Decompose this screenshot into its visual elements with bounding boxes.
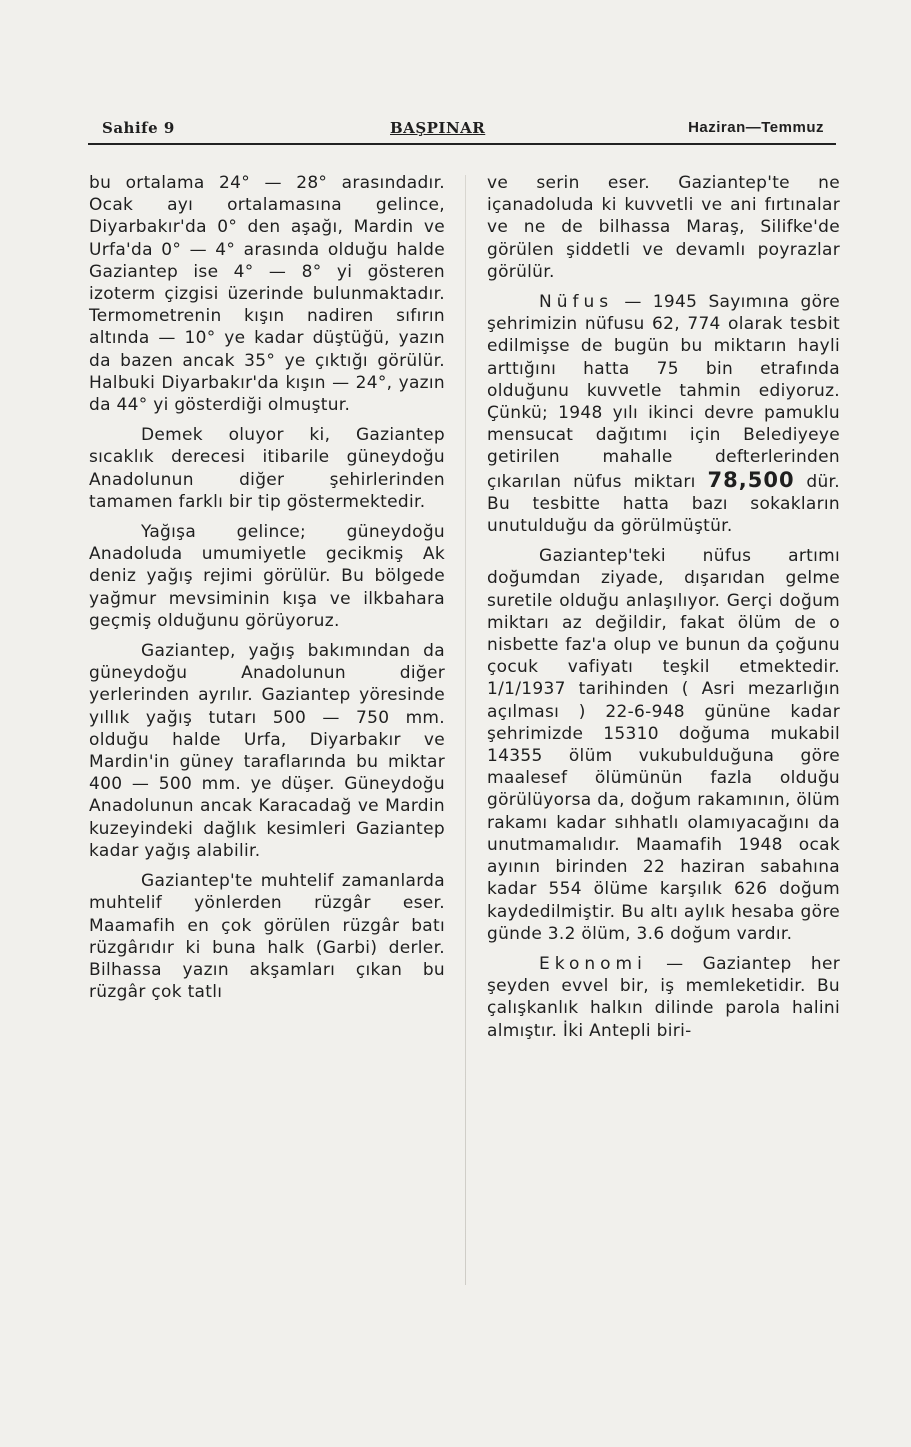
paragraph-rainfall-amount: Gaziantep, yağış bakımından da güneydoğu Anadolunun diğer yerlerinden ayrılır. Gaziantep yöresinde yıllık yağış tutarı 500 — 750 mm. olduğu halde Urfa, Diyarbakır ve Mardin'in güney taraflarında bu miktar 400 — 500 mm. ye düşer. Güneydoğu Anadolunun ancak Karacadağ ve Mardin kuzeyindeki dağlık kesimleri Gaziantep kadar yağış alabilir. [89, 641, 445, 861]
population-text-a: — 1945 Sayımına göre şehrimizin nüfusu 62, 774 olarak tesbit edilmişse de bugün bu miktarın hayli arttığını hatta 75 bin etrafında olduğunu kuvvetle tahmin ediyoruz. Çünkü; 1948 yılı ikinci devre pamuklu mensucat dağıtımı için Belediyeye getirilen mahalle defterlerinden çıkarılan nüfus miktarı [487, 292, 840, 492]
section-label-population: Nüfus [539, 292, 614, 313]
paragraph-population [487, 291, 840, 537]
section-label-economy: Ekonomi [539, 953, 647, 974]
left-column [89, 172, 445, 1003]
paragraph-births-deaths: Gaziantep'teki nüfus artımı doğumdan ziyade, dışarıdan gelme suretile olduğu anlaşılıyor. Gerçi doğum miktarı az değildir, fakat ölüm de o nisbette faz'a olup ve bunun da çoğunu çocuk vafiyatı teşkil etmektedir. 1/1/1937 tarihinden ( Asri mezarlığın açılması ) 22-6-948 gününe kadar şehrimizde 15310 doğuma mukabil 14355 ölüm vukubulduğuna göre maalesef ölümünün fazla olduğu görülüyorsa da, doğum rakamının, ölüm rakamı kadar sıhhatlı olamıyacağını da unutmamalıdır. Maamafih 1948 ocak ayının birinden 22 haziran sabahına kadar 554 ölüme karşılık 626 doğum kaydedilmiştir. Bu altı aylık hesaba göre günde 3.2 ölüm, 3.6 doğum vardır. [487, 546, 840, 944]
population-text-b: dür. Bu tesbitte hatta bazı sokakların unutulduğu da görülmüştür. [487, 471, 840, 537]
right-column [487, 172, 840, 1042]
column-divider [465, 175, 466, 1285]
paragraph-rainfall-regime: Yağışa gelince; güneydoğu Anadoluda umumiyetle gecikmiş Ak deniz yağış rejimi görülür. Bu bölgede yağmur mevsiminin kışa ve ilkbahara geçmiş olduğunu görüyoruz. [89, 522, 445, 631]
issue-date: Haziran—Temmuz [688, 119, 824, 136]
masthead-title: BAŞPINAR [390, 119, 486, 137]
page-number: Sahife 9 [102, 119, 175, 137]
paragraph-wind-continued: ve serin eser. Gaziantep'te ne içanadoluda ki kuvvetli ve ani fırtınalar ve ne de bilhassa Maraş, Silifke'de görülen şiddetli ve devamlı poyrazlar görülür. [487, 173, 840, 282]
population-figure: 78,500 [707, 467, 795, 492]
page-header [88, 119, 836, 145]
paragraph-economy [487, 953, 840, 1042]
paragraph-temperature-summary: Demek oluyor ki, Gaziantep sıcaklık derecesi itibarile güneydoğu Anadolunun diğer şehirlerinden tamamen farklı bir tip göstermektedir. [89, 425, 445, 512]
paragraph-wind: Gaziantep'te muhtelif zamanlarda muhtelif yönlerden rüzgâr eser. Maamafih en çok görülen rüzgâr batı rüzgârıdır ki buna halk (Garbi) derler. Bilhassa yazın akşamları çıkan bu rüzgâr çok tatlı [89, 871, 445, 1003]
paragraph-temperature: bu ortalama 24° — 28° arasındadır. Ocak ayı ortalamasına gelince, Diyarbakır'da 0° den aşağı, Mardin ve Urfa'da 0° — 4° arasında olduğu halde Gaziantep ise 4° — 8° yi gösteren izoterm çizgisi üzerinde bulunmaktadır. Termometrenin kışın nadiren sıfırın altında — 10° ye kadar düştüğü, yazın da bazen ancak 35° ye çıktığı görülür. Halbuki Diyarbakır'da kışın — 24°, yazın da 44° yi gösterdiği olmuştur. [89, 173, 445, 416]
economy-text: — Gaziantep her şeyden evvel bir, iş memleketidir. Bu çalışkanlık halkın dilinde parola halini almıştır. İki Antepli biri- [487, 953, 840, 1041]
